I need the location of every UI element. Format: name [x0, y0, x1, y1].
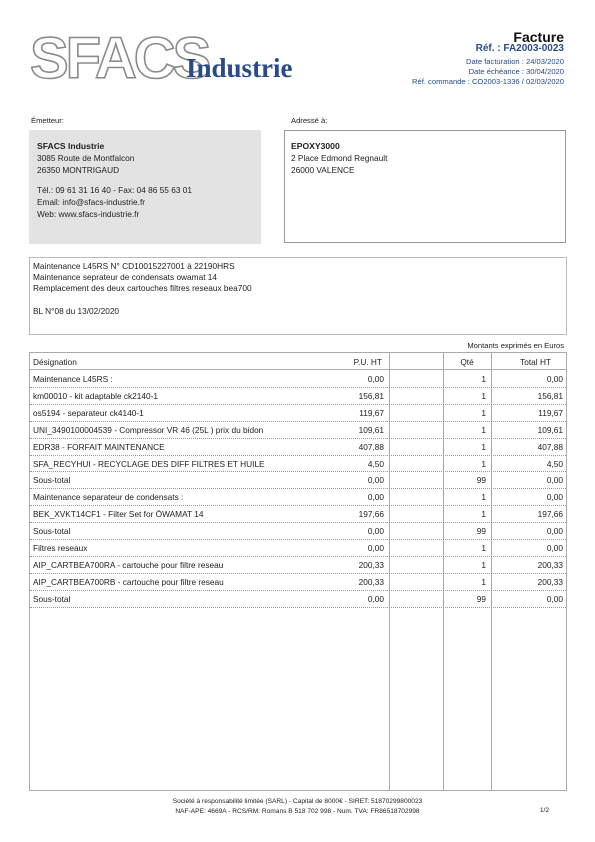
document-title: Facture: [513, 29, 564, 45]
col-header-total: Total HT: [520, 357, 551, 367]
column-divider: [443, 353, 444, 790]
row-designation: Sous-total: [33, 593, 71, 604]
industrie-logo-text: Industrie: [186, 53, 293, 83]
amounts-currency-note: Montants exprimés en Euros: [467, 341, 564, 350]
note-line: [33, 295, 566, 306]
column-divider: [491, 353, 492, 790]
sfacs-logo: SFACS: [30, 26, 209, 91]
emitter-address1: 3085 Route de Montfalcon: [37, 153, 135, 163]
row-designation: Maintenance L45RS :: [33, 374, 113, 384]
invoice-meta: [412, 57, 564, 87]
recipient-address2: 26000 VALENCE: [291, 165, 355, 175]
row-separator: [30, 573, 566, 574]
row-unit-price: 407,88: [358, 441, 384, 452]
emitter-address2: 26350 MONTRIGAUD: [37, 165, 120, 175]
row-unit-price: 109,61: [358, 424, 384, 435]
emitter-box: [29, 130, 261, 244]
row-separator: [30, 387, 566, 388]
row-unit-price: 0,00: [367, 492, 384, 503]
header-divider: [30, 369, 566, 370]
row-quantity: 1: [481, 559, 486, 570]
row-separator: [30, 590, 566, 591]
row-separator: [30, 471, 566, 472]
row-total: 4,50: [546, 458, 563, 469]
footer-legal: [0, 797, 595, 817]
row-designation: Sous-total: [33, 526, 71, 537]
recipient-name: EPOXY3000: [291, 141, 340, 151]
col-header-pu: P.U. HT: [353, 357, 382, 367]
column-divider: [389, 353, 390, 790]
note-line: Maintenance seprateur de condensats owamat 14: [33, 272, 218, 283]
row-separator: [30, 488, 566, 489]
row-quantity: 1: [481, 509, 486, 520]
row-separator: [30, 505, 566, 506]
row-total: 407,88: [537, 441, 563, 452]
row-total: 0,00: [546, 475, 563, 486]
row-total: 0,00: [546, 374, 563, 384]
emitter-label: Émetteur:: [31, 116, 64, 125]
col-header-designation: Désignation: [33, 357, 77, 367]
row-designation: Maintenance separateur de condensats :: [33, 492, 184, 503]
row-separator: [30, 556, 566, 557]
row-total: 0,00: [546, 593, 563, 604]
note-line: BL N°08 du 13/02/2020: [33, 305, 120, 316]
row-total: 0,00: [546, 543, 563, 553]
row-quantity: 1: [481, 441, 486, 452]
row-separator: [30, 455, 566, 456]
row-total: 109,61: [537, 424, 563, 435]
row-separator: [30, 522, 566, 523]
row-unit-price: 156,81: [358, 390, 384, 401]
invoice-notes: [29, 257, 567, 335]
row-designation: EDR38 - FORFAIT MAINTENANCE: [33, 441, 165, 452]
row-designation: km00010 - kit adaptable ck2140-1: [33, 390, 158, 401]
row-total: 200,33: [537, 559, 563, 570]
note-line: Remplacement des deux cartouches filtres reseaux bea700: [33, 283, 252, 294]
recipient-address1: 2 Place Edmond Regnault: [291, 153, 388, 163]
row-designation: Filtres reseaux: [33, 543, 88, 553]
row-separator: [30, 539, 566, 540]
invoice-reference: Réf. : FA2003-0023: [475, 43, 564, 54]
row-quantity: 99: [476, 475, 486, 486]
row-designation: UNI_3490100004539 - Compressor VR 46 (25L ) prix du bidon: [33, 424, 264, 435]
row-quantity: 1: [481, 543, 486, 553]
recipient-label: Adressé à:: [291, 116, 328, 125]
row-separator: [30, 421, 566, 422]
row-separator: [30, 438, 566, 439]
row-total: 0,00: [546, 526, 563, 537]
row-separator: [30, 404, 566, 405]
row-separator: [30, 607, 566, 608]
page-number: 1/2: [539, 807, 549, 814]
row-quantity: 1: [481, 576, 486, 587]
row-total: 200,33: [537, 576, 563, 587]
row-quantity: 1: [481, 374, 486, 384]
footer-line1: Société à responsabilité limitée (SARL) - Capital de 8000€ - SIRET: 51870299800023: [172, 798, 423, 805]
row-designation: AIP_CARTBEA700RA - cartouche pour filtre reseau: [33, 559, 224, 570]
row-quantity: 1: [481, 390, 486, 401]
row-quantity: 99: [476, 593, 486, 604]
row-designation: BEK_XVKT14CF1 - Filter Set for ÖWAMAT 14: [33, 509, 204, 520]
row-unit-price: 4,50: [367, 458, 384, 469]
footer-line2: NAF-APE: 4669A - RCS/RM: Romans B 518 702 998 - Num. TVA: FR86518702998: [175, 808, 420, 815]
row-unit-price: 0,00: [367, 593, 384, 604]
col-header-qty: Qté: [460, 357, 474, 367]
row-quantity: 1: [481, 492, 486, 503]
row-quantity: 1: [481, 424, 486, 435]
row-total: 156,81: [537, 390, 563, 401]
row-designation: SFA_RECYHUI - RECYCLAGE DES DIFF FILTRES ET HUILE: [33, 458, 265, 469]
emitter-web: Web: www.sfacs-industrie.fr: [37, 209, 140, 219]
row-unit-price: 0,00: [367, 374, 384, 384]
row-unit-price: 0,00: [367, 475, 384, 486]
date-facturation: Date facturation : 24/03/2020: [466, 57, 564, 66]
ref-commande: Réf. commande : CO2003-1336 / 02/03/2020: [412, 77, 564, 86]
row-unit-price: 0,00: [367, 543, 384, 553]
row-total: 197,66: [537, 509, 563, 520]
row-unit-price: 0,00: [367, 526, 384, 537]
row-total: 0,00: [546, 492, 563, 503]
row-designation: os5194 - separateur ck4140-1: [33, 407, 144, 418]
row-unit-price: 200,33: [358, 559, 384, 570]
emitter-email: Email: info@sfacs-industrie.fr: [37, 197, 146, 207]
row-total: 119,67: [538, 407, 563, 418]
emitter-name: SFACS Industrie: [37, 141, 105, 151]
row-quantity: 1: [481, 458, 486, 469]
row-unit-price: 119,67: [359, 407, 384, 418]
row-designation: AIP_CARTBEA700RB - cartouche pour filtre reseau: [33, 576, 224, 587]
row-quantity: 99: [476, 526, 486, 537]
row-quantity: 1: [481, 407, 486, 418]
note-line: Maintenance L45RS N° CD10015227001 à 22190HRS: [33, 261, 235, 271]
emitter-phone: Tél.: 09 61 31 16 40 - Fax: 04 86 55 63 01: [37, 185, 192, 195]
row-unit-price: 200,33: [358, 576, 384, 587]
recipient-box: [284, 130, 566, 243]
row-unit-price: 197,66: [358, 509, 384, 520]
row-designation: Sous-total: [33, 475, 71, 486]
invoice-lines-table: [29, 352, 567, 791]
date-echeance: Date échéance : 30/04/2020: [468, 67, 564, 76]
